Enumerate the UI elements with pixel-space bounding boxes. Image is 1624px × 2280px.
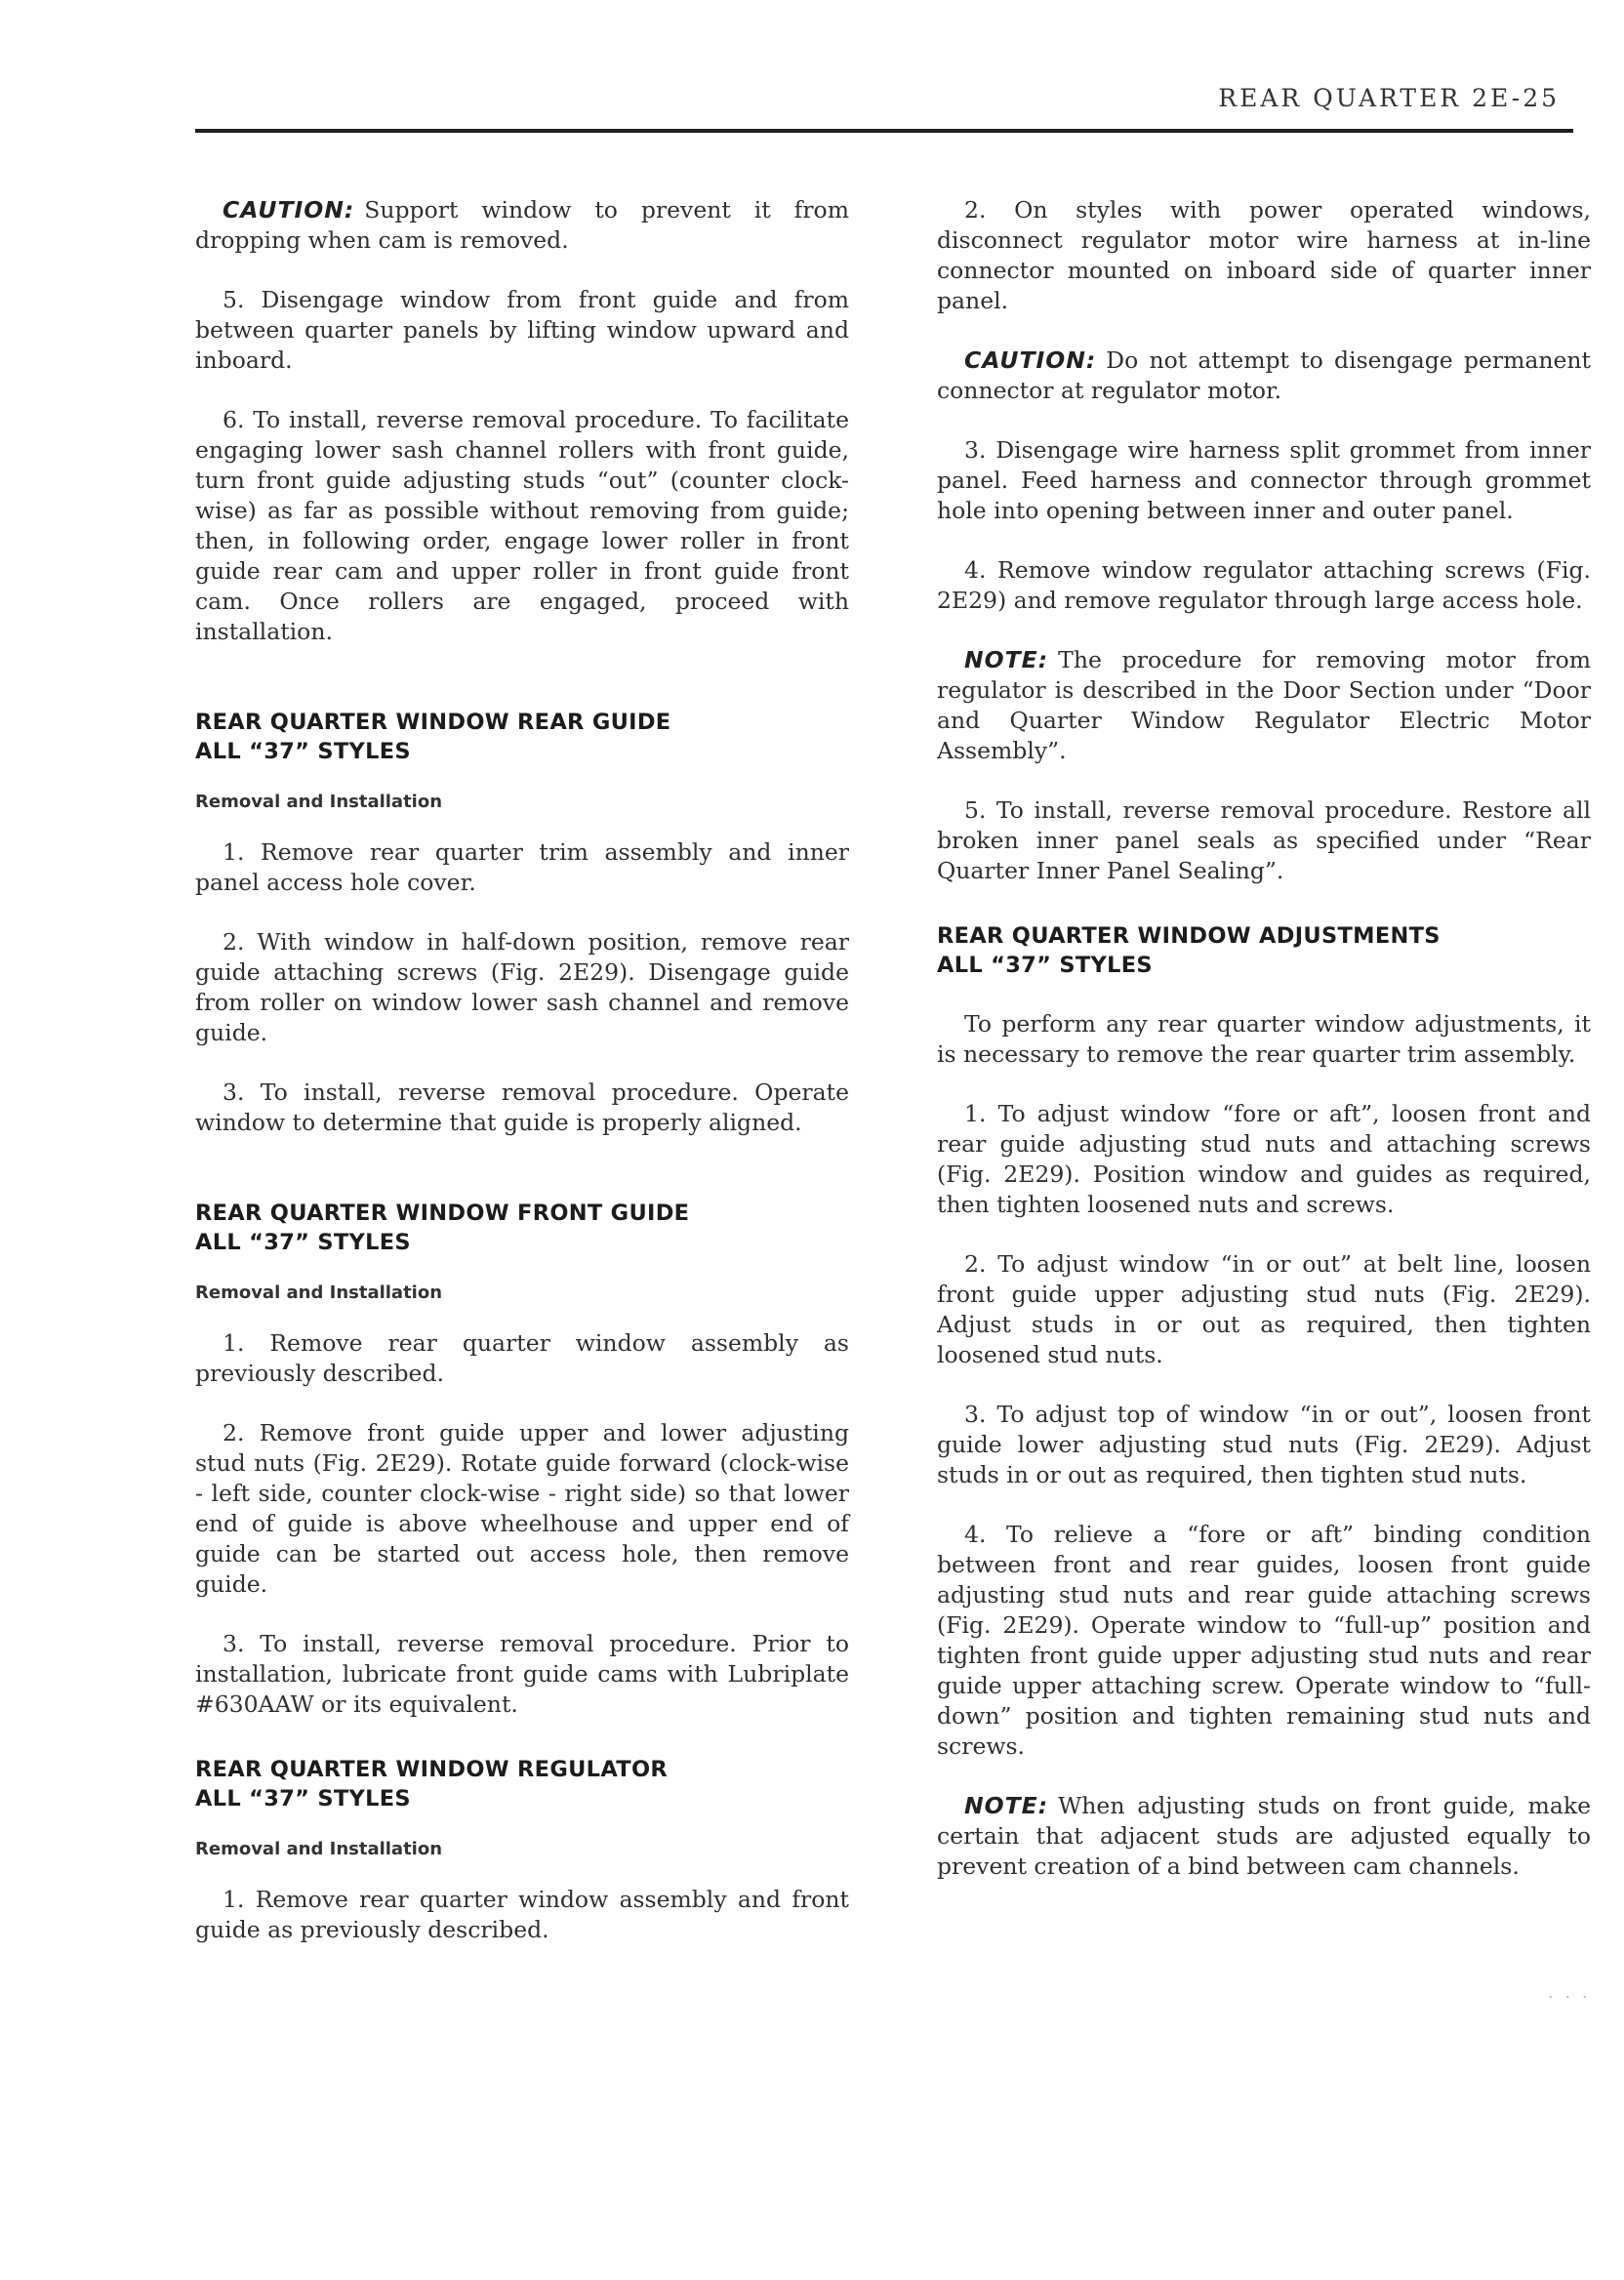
regulator-step-1: 1. Remove rear quarter window assembly and front guide as previously described. <box>195 1886 849 1943</box>
regulator-heading-line2: ALL “37” STYLES <box>195 1786 411 1812</box>
caution-paragraph-2 <box>937 346 1591 406</box>
step-5-right: 5. To install, reverse removal procedure. Restore all broken inner panel seals as specified under “Rear Quarter Inner Panel Sealing”. <box>937 796 1591 884</box>
note-paragraph <box>937 645 1591 766</box>
right-column <box>937 195 1591 1882</box>
front-guide-step-3: 3. To install, reverse removal procedure. Prior to installation, lubricate front guide cams with Lubriplate #630AAW or its equivalent. <box>195 1630 849 1718</box>
regulator-heading-line1: REAR QUARTER WINDOW REGULATOR <box>195 1757 668 1782</box>
step-3: 3. Disengage wire harness split grommet from inner panel. Feed harness and connector through grommet hole into opening between inner and outer panel. <box>937 436 1591 524</box>
regulator-heading <box>195 1755 849 1813</box>
front-guide-heading-line2: ALL “37” STYLES <box>195 1230 411 1255</box>
caution-label-2: CAUTION: <box>964 346 1097 374</box>
page-header <box>195 70 1573 133</box>
adjustments-heading <box>937 921 1591 980</box>
rear-guide-step-2: 2. With window in half-down position, remove rear guide attaching screws (Fig. 2E29). Disengage guide from roller on window lower sash channel and remove guide. <box>195 928 849 1046</box>
rear-guide-step-1: 1. Remove rear quarter trim assembly and inner panel access hole cover. <box>195 838 849 896</box>
caution-paragraph <box>195 195 849 256</box>
adjustments-note-paragraph <box>937 1791 1591 1882</box>
adjustments-note-label: NOTE: <box>964 1792 1049 1819</box>
note-text: The procedure for removing motor from regulator is described in the Door Section under “Door and Quarter Window Regulator Electric Motor Assembly”. <box>937 646 1591 764</box>
rear-guide-step-3: 3. To install, reverse removal procedure. Operate window to determine that guide is properly aligned. <box>195 1079 849 1136</box>
rear-guide-subheading: Removal and Installation <box>195 792 443 812</box>
adjustments-step-2: 2. To adjust window “in or out” at belt line, loosen front guide upper adjusting stud nuts (Fig. 2E29). Adjust studs in or out as required, then tighten loosened stud nuts. <box>937 1250 1591 1368</box>
adjustments-section <box>937 921 1591 1882</box>
step-6: 6. To install, reverse removal procedure. To facilitate engaging lower sash channel rollers with front guide, turn front guide adjusting studs “out” (counter clock-wise) as far as possible without removing from guide; then, in following order, engage lower roller in front guide rear cam and upper roller in front guide front cam. Once rollers are engaged, proceed with installation. <box>195 406 849 645</box>
adjustments-step-1: 1. To adjust window “fore or aft”, loosen front and rear guide adjusting stud nuts and attaching screws (Fig. 2E29). Position window and guides as required, then tighten loosened nuts and screws. <box>937 1100 1591 1218</box>
note-label: NOTE: <box>964 646 1049 673</box>
adjustments-step-3: 3. To adjust top of window “in or out”, loosen front guide lower adjusting stud nuts (Fig. 2E29). Adjust studs in or out as required, then tighten stud nuts. <box>937 1401 1591 1488</box>
rear-guide-section <box>195 708 849 1138</box>
rear-guide-heading <box>195 708 849 766</box>
step-5: 5. Disengage window from front guide and from between quarter panels by lifting window upward and inboard. <box>195 286 849 374</box>
step-4: 4. Remove window regulator attaching screws (Fig. 2E29) and remove regulator through large access hole. <box>937 556 1591 614</box>
front-guide-subheading: Removal and Installation <box>195 1282 443 1303</box>
caution-label: CAUTION: <box>223 196 355 224</box>
step-2: 2. On styles with power operated windows, disconnect regulator motor wire harness at in-line connector mounted on inboard side of quarter inner panel. <box>937 196 1591 314</box>
left-column <box>195 195 849 1945</box>
regulator-subheading: Removal and Installation <box>195 1839 443 1859</box>
caution-text: Support window to prevent it from dropping when cam is removed. <box>195 196 849 254</box>
adjustments-intro: To perform any rear quarter window adjustments, it is necessary to remove the rear quarter trim assembly. <box>937 1010 1591 1068</box>
front-guide-step-2: 2. Remove front guide upper and lower adjusting stud nuts (Fig. 2E29). Rotate guide forward (clock-wise - left side, counter clock-wise - right side) so that lower end of guide is above wheelhouse and upper end of guide can be started out access hole, then remove guide. <box>195 1419 849 1598</box>
adjustments-note-text: When adjusting studs on front guide, make certain that adjacent studs are adjusted equally to prevent creation of a bind between cam channels. <box>937 1792 1591 1880</box>
adjustments-heading-line1: REAR QUARTER WINDOW ADJUSTMENTS <box>937 923 1441 949</box>
front-guide-heading-line1: REAR QUARTER WINDOW FRONT GUIDE <box>195 1201 690 1226</box>
adjustments-heading-line2: ALL “37” STYLES <box>937 953 1153 978</box>
rear-guide-heading-line2: ALL “37” STYLES <box>195 739 411 764</box>
front-guide-section <box>195 1199 849 1720</box>
running-header: REAR QUARTER 2E-25 <box>1218 84 1560 112</box>
margin-mark: · · · <box>1548 1987 1591 2008</box>
front-guide-heading <box>195 1199 849 1257</box>
adjustments-step-4: 4. To relieve a “fore or aft” binding condition between front and rear guides, loosen front guide adjusting stud nuts and rear guide attaching screws (Fig. 2E29). Operate window to “full-up” position and tighten front guide upper adjusting stud nuts and rear guide upper attaching screw. Operate window to “full-down” position and tighten remaining stud nuts and screws. <box>937 1521 1591 1760</box>
regulator-section <box>195 1755 849 1945</box>
front-guide-step-1: 1. Remove rear quarter window assembly as previously described. <box>195 1329 849 1387</box>
caution-text-2: Do not attempt to disengage permanent connector at regulator motor. <box>937 346 1591 404</box>
rear-guide-heading-line1: REAR QUARTER WINDOW REAR GUIDE <box>195 710 671 735</box>
